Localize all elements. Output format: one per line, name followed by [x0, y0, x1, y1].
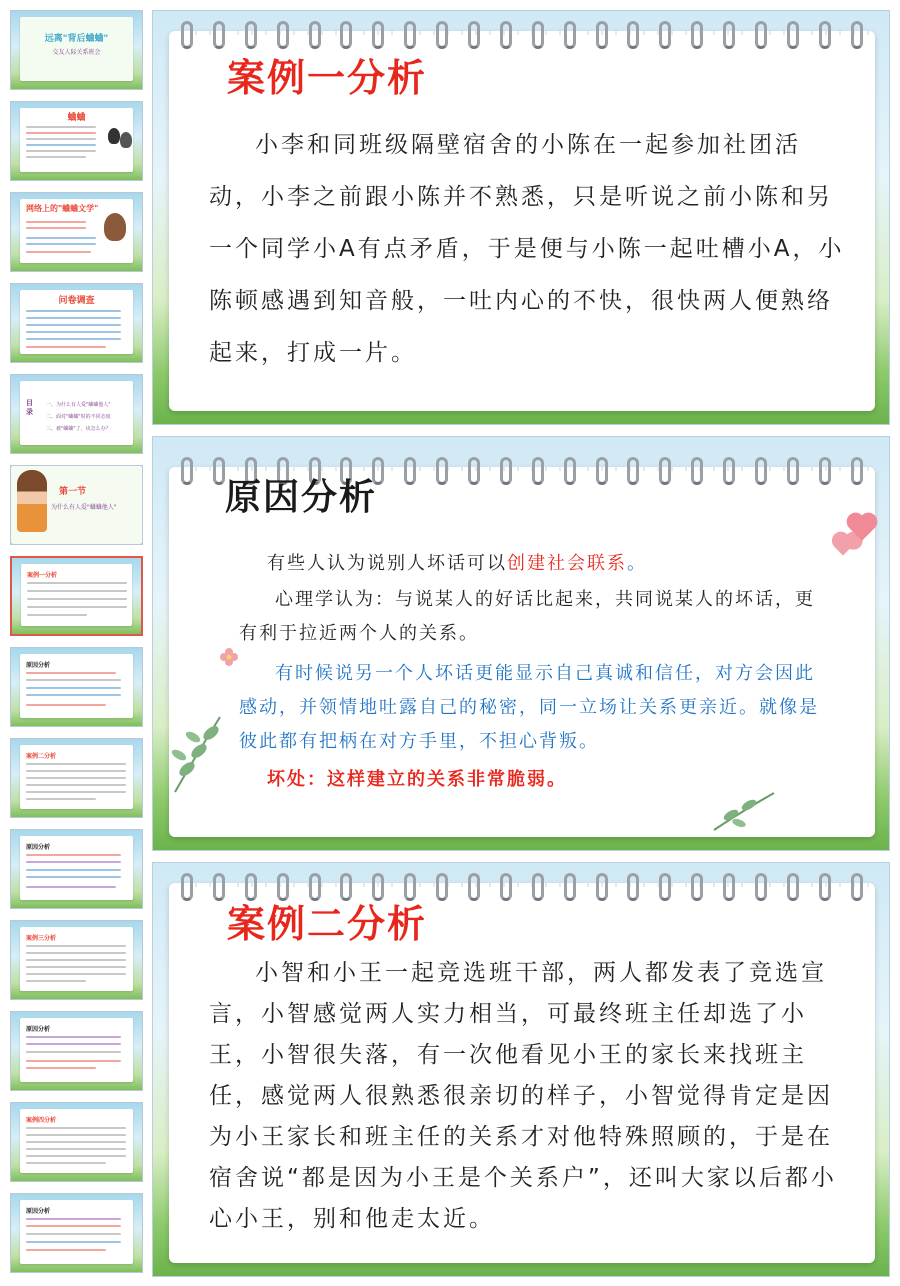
thumbnail-title: 案例三分析 — [26, 935, 57, 942]
thumbnail-slide-5[interactable] — [10, 374, 143, 454]
toc-item: 一、为什么有人爱"蛐蛐他人" — [46, 402, 111, 408]
reason-highlight: 创建社会联系 — [507, 553, 627, 574]
thumbnail-card — [20, 654, 133, 718]
thumbnail-card — [20, 290, 133, 354]
thumbnail-title: 案例四分析 — [26, 1117, 57, 1124]
thumbnail-card — [20, 381, 133, 445]
reason-text: 有些人认为说别人坏话可以 — [267, 553, 507, 574]
thumbnail-title: 原因分析 — [26, 1026, 51, 1033]
girl-illustration-icon — [17, 470, 47, 532]
flower-icon — [219, 647, 239, 667]
thumbnail-title: 原因分析 — [26, 1208, 51, 1215]
notebook-paper — [169, 467, 875, 837]
slide-case-one[interactable] — [152, 10, 890, 425]
thumbnail-title: 案例二分析 — [26, 753, 57, 760]
thumbnail-title: 原因分析 — [26, 844, 51, 851]
thumbnail-slide-7[interactable] — [10, 556, 143, 636]
thumbnail-card — [20, 1018, 133, 1082]
slide-title: 案例一分析 — [227, 55, 428, 100]
notebook-paper — [169, 31, 875, 411]
case-one-body: 小李和同班级隔壁宿舍的小陈在一起参加社团活动，小李之前跟小陈并不熟悉，只是听说之前小陈和另一个同学小A有点矛盾，于是便与小陈一起吐槽小A，小陈顿感遇到知音般，一吐内心的不快，很快两人便熟络起来，打成一片。 — [209, 132, 845, 366]
slide-reason-one[interactable] — [152, 436, 890, 851]
reason-paragraph-1 — [267, 547, 819, 581]
thumbnail-title: 目录 — [26, 399, 33, 416]
reason-paragraph-2: 心理学认为：与说某人的好话比起来，共同说某人的坏话，更有利于拉近两个人的关系。 — [239, 589, 815, 644]
thumbnail-slide-13[interactable] — [10, 1102, 143, 1182]
thumbnail-slide-2[interactable] — [10, 101, 143, 181]
thumbnail-card — [20, 927, 133, 991]
case-two-body: 小智和小王一起竞选班干部，两人都发表了竞选宣言，小智感觉两人实力相当，可最终班主任却选了小王，小智很失落，有一次他看见小王的家长来找班主任，感觉两人很熟悉很亲切的样子，小智觉得肯定是因为小王家长和班主任的关系才对他特殊照顾的，于是在宿舍说“都是因为小王是个关系户”，还叫大家以后都小心小王，别和他走太近。 — [209, 960, 837, 1232]
thumbnail-slide-12[interactable] — [10, 1011, 143, 1091]
thumbnail-slide-1[interactable] — [10, 10, 143, 90]
girls-illustration-icon — [104, 213, 126, 241]
thumbnail-title: 蛐蛐 — [67, 113, 86, 123]
thumbnail-subtitle: 为什么有人爱"蛐蛐他人" — [51, 504, 117, 511]
people-icon — [108, 128, 120, 144]
reason-paragraph-4: 坏处：这样建立的关系非常脆弱。 — [267, 769, 567, 790]
thumbnail-card — [20, 17, 133, 81]
thumbnail-card — [20, 108, 133, 172]
slide-case-two[interactable] — [152, 862, 890, 1277]
slide-title: 案例二分析 — [227, 901, 428, 946]
thumbnail-title: 网络上的"蛐蛐文学" — [26, 204, 99, 213]
slide-thumbnail-panel — [0, 0, 150, 1286]
thumbnail-slide-14[interactable] — [10, 1193, 143, 1273]
thumbnail-card — [20, 836, 133, 900]
notebook-paper — [169, 883, 875, 1263]
reason-paragraph-3: 有时候说另一个人坏话更能显示自己真诚和信任，对方会因此感动，并领情地吐露自己的秘密，同一立场让关系更亲近。就像是彼此都有把柄在对方手里，不担心背叛。 — [239, 663, 819, 752]
thumbnail-card — [20, 1200, 133, 1264]
thumbnail-card — [20, 745, 133, 809]
thumbnail-title: 第一节 — [59, 487, 87, 497]
thumbnail-slide-9[interactable] — [10, 738, 143, 818]
thumbnail-slide-8[interactable] — [10, 647, 143, 727]
leaf-branch-icon — [165, 707, 235, 797]
thumbnail-slide-11[interactable] — [10, 920, 143, 1000]
thumbnail-title: 原因分析 — [26, 662, 51, 669]
thumbnail-subtitle: 交友人际关系班会 — [52, 49, 101, 56]
thumbnail-card — [20, 1109, 133, 1173]
thumbnail-slide-4[interactable] — [10, 283, 143, 363]
thumbnail-card — [21, 564, 132, 626]
thumbnail-slide-10[interactable] — [10, 829, 143, 909]
slide-title: 原因分析 — [225, 476, 378, 518]
reason-content — [239, 547, 819, 797]
thumbnail-slide-3[interactable] — [10, 192, 143, 272]
reason-punct: 。 — [627, 553, 647, 574]
toc-item: 三、被"蛐蛐"了，该怎么办？ — [46, 426, 111, 432]
thumbnail-title: 远离"背后蛐蛐" — [44, 34, 109, 44]
toc-item: 二、面对"蛐蛐"时的不同态度 — [46, 414, 111, 420]
thumbnail-card — [20, 199, 133, 263]
thumbnail-slide-6[interactable] — [10, 465, 143, 545]
thumbnail-card — [11, 466, 142, 544]
leaf-branch-icon — [709, 785, 779, 835]
thumbnail-title: 问卷调查 — [58, 296, 95, 306]
people-icon — [120, 132, 132, 148]
thumbnail-title: 案例一分析 — [27, 572, 58, 579]
